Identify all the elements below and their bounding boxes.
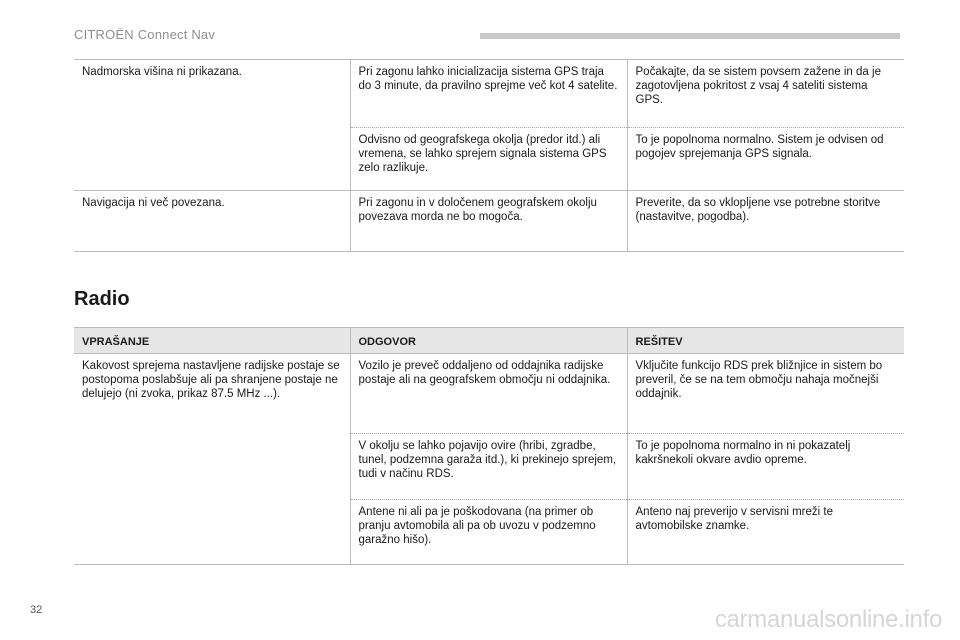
column-header-question: VPRAŠANJE bbox=[74, 328, 350, 354]
table-row bbox=[74, 354, 904, 434]
header-divider-bar bbox=[480, 33, 900, 39]
document-header-title: CITROËN Connect Nav bbox=[74, 27, 216, 42]
table-header-row bbox=[74, 328, 904, 354]
solution-cell: Vključite funkcijo RDS prek bližnjice in sistem bo preveril, če se na tem območju nahaja močnejši oddajnik. bbox=[627, 354, 904, 434]
cause-cell: Odvisno od geografskega okolja (predor itd.) ali vremena, se lahko sprejem signala sistema GPS zelo razlikuje. bbox=[350, 128, 627, 191]
cause-cell: Vozilo je preveč oddaljeno od oddajnika radijske postaje ali na geografskem območju ni oddajnika. bbox=[350, 354, 627, 434]
question-cell: Nadmorska višina ni prikazana. bbox=[82, 66, 242, 78]
table-row bbox=[74, 60, 904, 128]
solution-cell: Preverite, da so vklopljene vse potrebne storitve (nastavitve, pogodba). bbox=[627, 191, 904, 252]
column-header-solution: REŠITEV bbox=[627, 328, 904, 354]
cause-cell: Pri zagonu lahko inicializacija sistema GPS traja do 3 minute, da pravilno sprejme več kot 4 satelite. bbox=[350, 60, 627, 128]
section-title-radio: Radio bbox=[74, 288, 130, 310]
cause-cell: Pri zagonu in v določenem geografskem okolju povezava morda ne bo mogoča. bbox=[350, 191, 627, 252]
table-row bbox=[74, 500, 904, 565]
table-row bbox=[74, 128, 904, 191]
radio-troubleshooting-table bbox=[74, 327, 904, 565]
question-cell bbox=[74, 500, 350, 565]
solution-cell: Počakajte, da se sistem povsem zažene in da je zagotovljena pokritost z vsaj 4 sateliti sistema GPS. bbox=[627, 60, 904, 128]
page-number: 32 bbox=[30, 604, 43, 616]
solution-cell: To je popolnoma normalno. Sistem je odvisen od pogojev sprejemanja GPS signala. bbox=[627, 128, 904, 191]
watermark-text: carmanualsonline.info bbox=[714, 606, 942, 633]
table-row bbox=[74, 191, 904, 252]
solution-cell: Anteno naj preverijo v servisni mreži te avtomobilske znamke. bbox=[627, 500, 904, 565]
table-row bbox=[74, 434, 904, 500]
question-cell bbox=[74, 128, 350, 191]
cause-cell: Antene ni ali pa je poškodovana (na primer ob pranju avtomobila ali pa ob uvozu v podzemno garažno hišo). bbox=[350, 500, 627, 565]
column-header-answer: ODGOVOR bbox=[350, 328, 627, 354]
question-cell: Navigacija ni več povezana. bbox=[82, 197, 225, 209]
question-cell bbox=[74, 434, 350, 500]
cause-cell: V okolju se lahko pojavijo ovire (hribi, zgradbe, tunel, podzemna garaža itd.), ki prekinejo sprejem, tudi v načinu RDS. bbox=[350, 434, 627, 500]
solution-cell: To je popolnoma normalno in ni pokazatelj kakršnekoli okvare avdio opreme. bbox=[627, 434, 904, 500]
gps-troubleshooting-table bbox=[74, 59, 904, 252]
question-cell: Kakovost sprejema nastavljene radijske postaje se postopoma poslabšuje ali pa shranjene postaje ne delujejo (ni zvoka, prikaz 87.5 MHz ...). bbox=[82, 360, 340, 400]
